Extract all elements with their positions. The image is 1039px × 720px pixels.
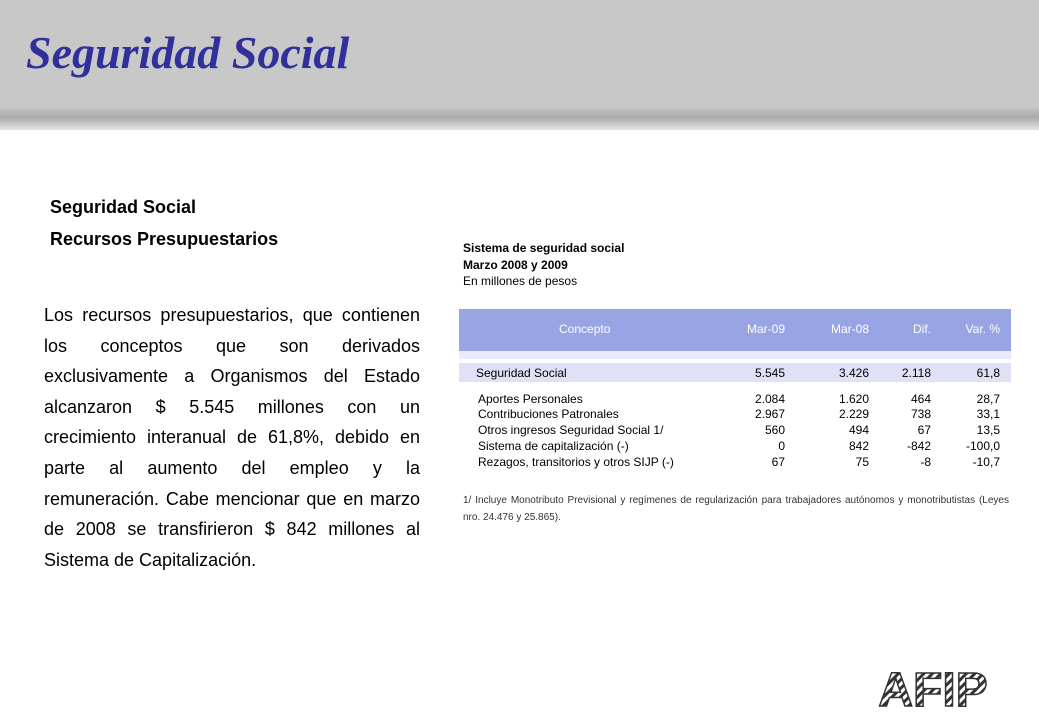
cell-concepto: Aportes Personales — [478, 392, 583, 406]
afip-logo — [853, 666, 1013, 710]
cell-var: 61,8 — [976, 366, 1000, 380]
header-band — [459, 351, 1011, 359]
table-header — [459, 309, 1011, 351]
cell-mar09: 2.084 — [754, 392, 785, 406]
cell-concepto: Seguridad Social — [476, 366, 567, 380]
header-dif: Dif. — [913, 322, 931, 336]
cell-dif: 67 — [917, 423, 931, 437]
cell-mar08: 75 — [855, 455, 869, 469]
cell-mar08: 1.620 — [838, 392, 869, 406]
data-table — [459, 309, 1011, 478]
header-concepto: Concepto — [559, 322, 611, 336]
cell-mar09: 5.545 — [754, 366, 785, 380]
cell-mar08: 842 — [848, 439, 869, 453]
cell-mar09: 560 — [764, 423, 785, 437]
cell-concepto: Otros ingresos Seguridad Social 1/ — [478, 423, 664, 437]
section-title: Seguridad Social — [50, 197, 197, 217]
cell-concepto: Rezagos, transitorios y otros SIJP (-) — [478, 455, 674, 469]
table-caption-units: En millones de pesos — [463, 274, 578, 288]
table-caption-period: Marzo 2008 y 2009 — [463, 258, 568, 272]
table-caption-title: Sistema de seguridad social — [463, 241, 625, 255]
cell-dif: 2.118 — [901, 366, 931, 380]
cell-dif: -8 — [920, 455, 931, 469]
cell-concepto: Sistema de capitalización (-) — [478, 439, 629, 453]
page-title: Seguridad Social — [26, 27, 350, 78]
header-bar — [0, 0, 1039, 130]
cell-var: 13,5 — [976, 423, 1000, 437]
header-var: Var. % — [965, 322, 1000, 336]
cell-mar08: 2.229 — [838, 407, 869, 421]
header-mar08: Mar-08 — [830, 322, 869, 336]
afip-logo-text: AFIP — [878, 666, 988, 710]
cell-dif: 464 — [910, 392, 931, 406]
cell-mar09: 67 — [771, 455, 785, 469]
cell-mar09: 2.967 — [754, 407, 785, 421]
table-footnote: 1/ Incluye Monotributo Previsional y regímenes de regularización para trabajadores autónomos y monotributistas (Leyes nro. 24.476 y 25.865). — [463, 495, 1009, 523]
cell-dif: -842 — [906, 439, 931, 453]
cell-concepto: Contribuciones Patronales — [478, 407, 619, 421]
cell-var: -100,0 — [965, 439, 1000, 453]
cell-var: 33,1 — [976, 407, 1000, 421]
cell-mar08: 3.426 — [838, 366, 869, 380]
header-mar09: Mar-09 — [746, 322, 785, 336]
cell-var: -10,7 — [972, 455, 1000, 469]
cell-dif: 738 — [910, 407, 931, 421]
section-subtitle: Recursos Presupuestarios — [50, 229, 279, 249]
body-paragraph: Los recursos presupuestarios, que contienen los conceptos que son derivados exclusivamente a Organismos del Estado alcanzaron $ 5.545 millones con un crecimiento interanual de 61,8%, debido en parte al aumento del empleo y la remuneración. Cabe mencionar que en marzo de 2008 se transfirieron $ 842 millones al Sistema de Capitalización. — [44, 305, 420, 570]
cell-mar08: 494 — [848, 423, 869, 437]
cell-mar09: 0 — [778, 439, 785, 453]
cell-var: 28,7 — [976, 392, 1000, 406]
